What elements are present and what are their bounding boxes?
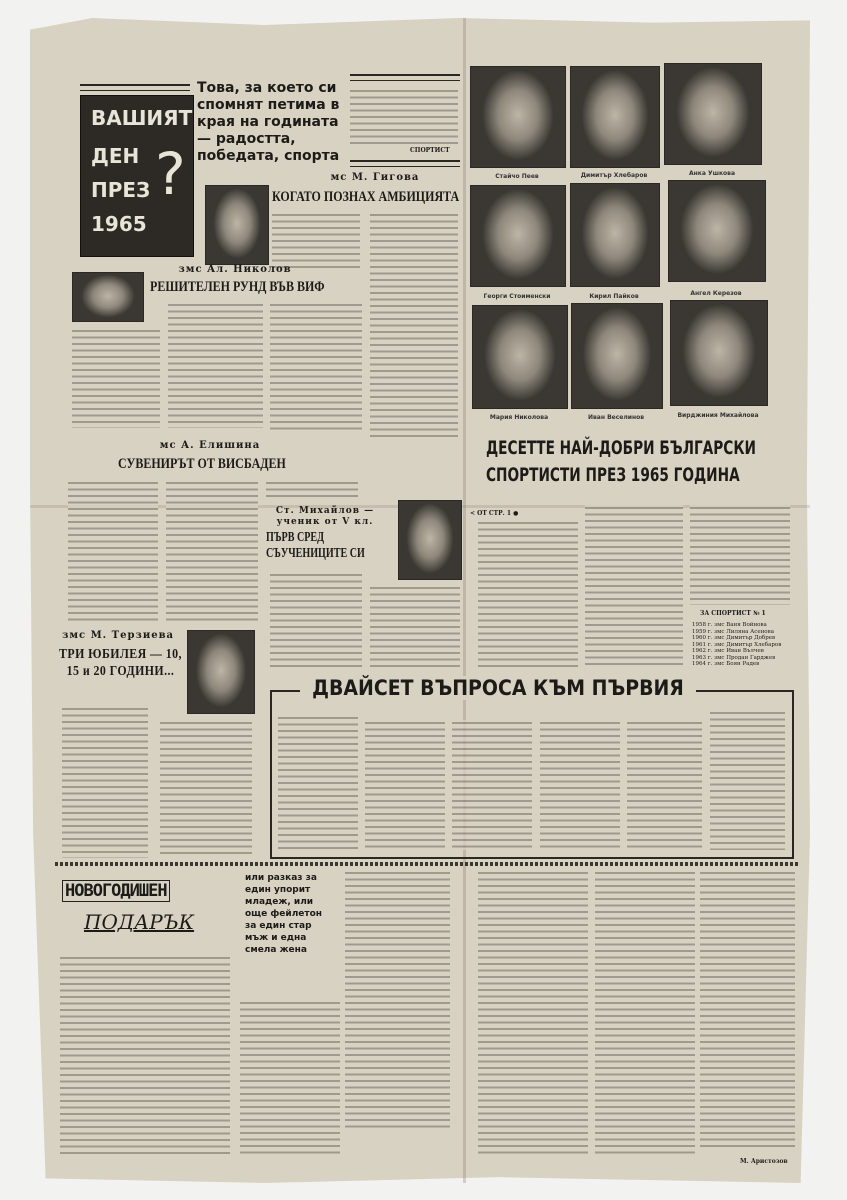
athlete-photo [664,63,762,165]
photo-caption: Кирил Пайков [589,293,639,300]
article-text [166,480,258,623]
previous-winner: 1958 г. змс Ваня Войнова [692,622,767,628]
interview-text [365,720,445,850]
divider [350,160,460,167]
article-text [478,520,578,668]
byline: змс Ал. Николов [178,264,292,275]
photo-caption: Мария Николова [489,414,549,421]
interview-text [627,720,702,850]
box-title-line: ПРЕЗ [91,178,151,202]
divider [350,74,460,81]
story-text [345,870,450,1130]
byline: мс А. Елишина [159,440,261,451]
article-text [370,212,458,440]
photo-nikolov [72,272,144,322]
previous-winner: 1962 г. змс Иван Вълчев [692,648,764,654]
byline: Ст. Михайлов — ученик от V кл. [275,506,375,527]
athlete-photo [470,185,566,287]
photo-caption: Ангел Керезов [690,290,742,297]
athlete-photo [470,66,566,168]
athlete-photo [472,305,568,409]
box-title-line: ДЕН [91,144,140,168]
wavy-divider [55,862,800,866]
photo-terzieva [187,630,255,714]
photo-caption: Вирджиния Михайлова [677,412,759,419]
article-text [160,720,252,858]
article-text [370,585,460,667]
photo-caption: Димитър Хлебаров [580,172,648,179]
previous-winner: 1961 г. змс Димитър Хлебаров [692,641,782,648]
previous-winners-heading: ЗА СПОРТИСТ № 1 [700,610,766,617]
previous-winner: 1960 г. змс Димитър Добрев [692,635,776,641]
article-text [270,302,362,430]
previous-winner: 1963 г. змс Продан Гарджев [692,654,776,661]
byline: мс М. Гигова [330,172,420,183]
previous-winner: 1959 г. змс Лиляна Асенова [692,628,774,635]
athlete-photo [570,183,660,287]
photo-caption: Георги Стоименски [483,293,551,300]
intro-text [350,88,458,144]
article-text [72,328,160,428]
article-text [68,480,158,623]
story-text [700,870,795,1150]
article-title: РЕШИТЕЛЕН РУНД ВЪВ ВИФ [150,279,325,295]
continued-from-page-1: < ОТ СТР. 1 ● [470,510,519,517]
article-title: ПЪРВ СРЕД СЪУЧЕНИЦИТЕ СИ [266,530,365,561]
photo-mihaylov [398,500,462,580]
story-text [478,870,588,1155]
interview-text [540,720,620,850]
athlete-photo [670,300,768,406]
byline: змс М. Терзиева [61,630,175,641]
intro-signature: СПОРТИСТ [410,147,450,154]
gift-title-line2: ПОДАРЪК [84,910,195,934]
story-text [60,955,230,1155]
new-year-gift-heading [62,880,222,946]
story-text [240,1000,340,1155]
photo-caption: Иван Веселинов [587,414,645,421]
previous-winners-list [692,622,792,668]
gift-title-line1: НОВОГОДИШЕН [62,880,170,902]
article-text [585,505,683,668]
fold-crease-vertical [463,18,466,1183]
article-text [168,302,263,428]
article-title: СУВЕНИРЪТ ОТ ВИСБАДЕН [118,456,286,472]
author-signature: М. Аристозов [740,1158,788,1165]
athlete-photo [668,180,766,282]
main-headline: Това, за което си спомнят петима в края на годината — радостта, победата, спорта [197,80,340,164]
article-text [690,505,790,605]
top-ten-title-line2: СПОРТИСТИ ПРЕЗ 1965 ГОДИНА [486,464,740,486]
article-text [270,572,362,668]
box-title-line: 1965 [91,212,147,236]
interview-text [452,720,532,850]
story-subtitle: или разказ за един упорит младеж, или още фейлетон за един стар мъж и една смела жена [245,873,323,955]
article-text [62,706,148,858]
your-day-1965-box [80,95,194,257]
story-text [595,870,695,1155]
question-mark-icon: ? [155,140,186,208]
article-text [272,212,360,270]
article-title: КОГАТО ПОЗНАХ АМБИЦИЯТА [272,189,460,205]
photo-gigova [205,185,269,265]
divider [80,84,190,91]
article-title: ТРИ ЮБИЛЕЯ — 10, 15 и 20 ГОДИНИ... [59,647,182,679]
photo-caption: Анка Ушкова [688,170,736,177]
athlete-photo [571,303,663,409]
article-text [266,480,358,500]
box-title-line: ВАШИЯТ [91,106,193,130]
photo-caption: Стайчо Пеев [495,173,539,180]
interview-title: ДВАЙСЕТ ВЪПРОСА КЪМ ПЪРВИЯ [300,676,696,700]
athlete-photo [570,66,660,168]
top-ten-title-line1: ДЕСЕТТЕ НАЙ-ДОБРИ БЪЛГАРСКИ [486,437,756,459]
interview-text [278,715,358,850]
interview-text [710,710,785,850]
previous-winner: 1964 г. змс Боян Радев [692,661,760,667]
